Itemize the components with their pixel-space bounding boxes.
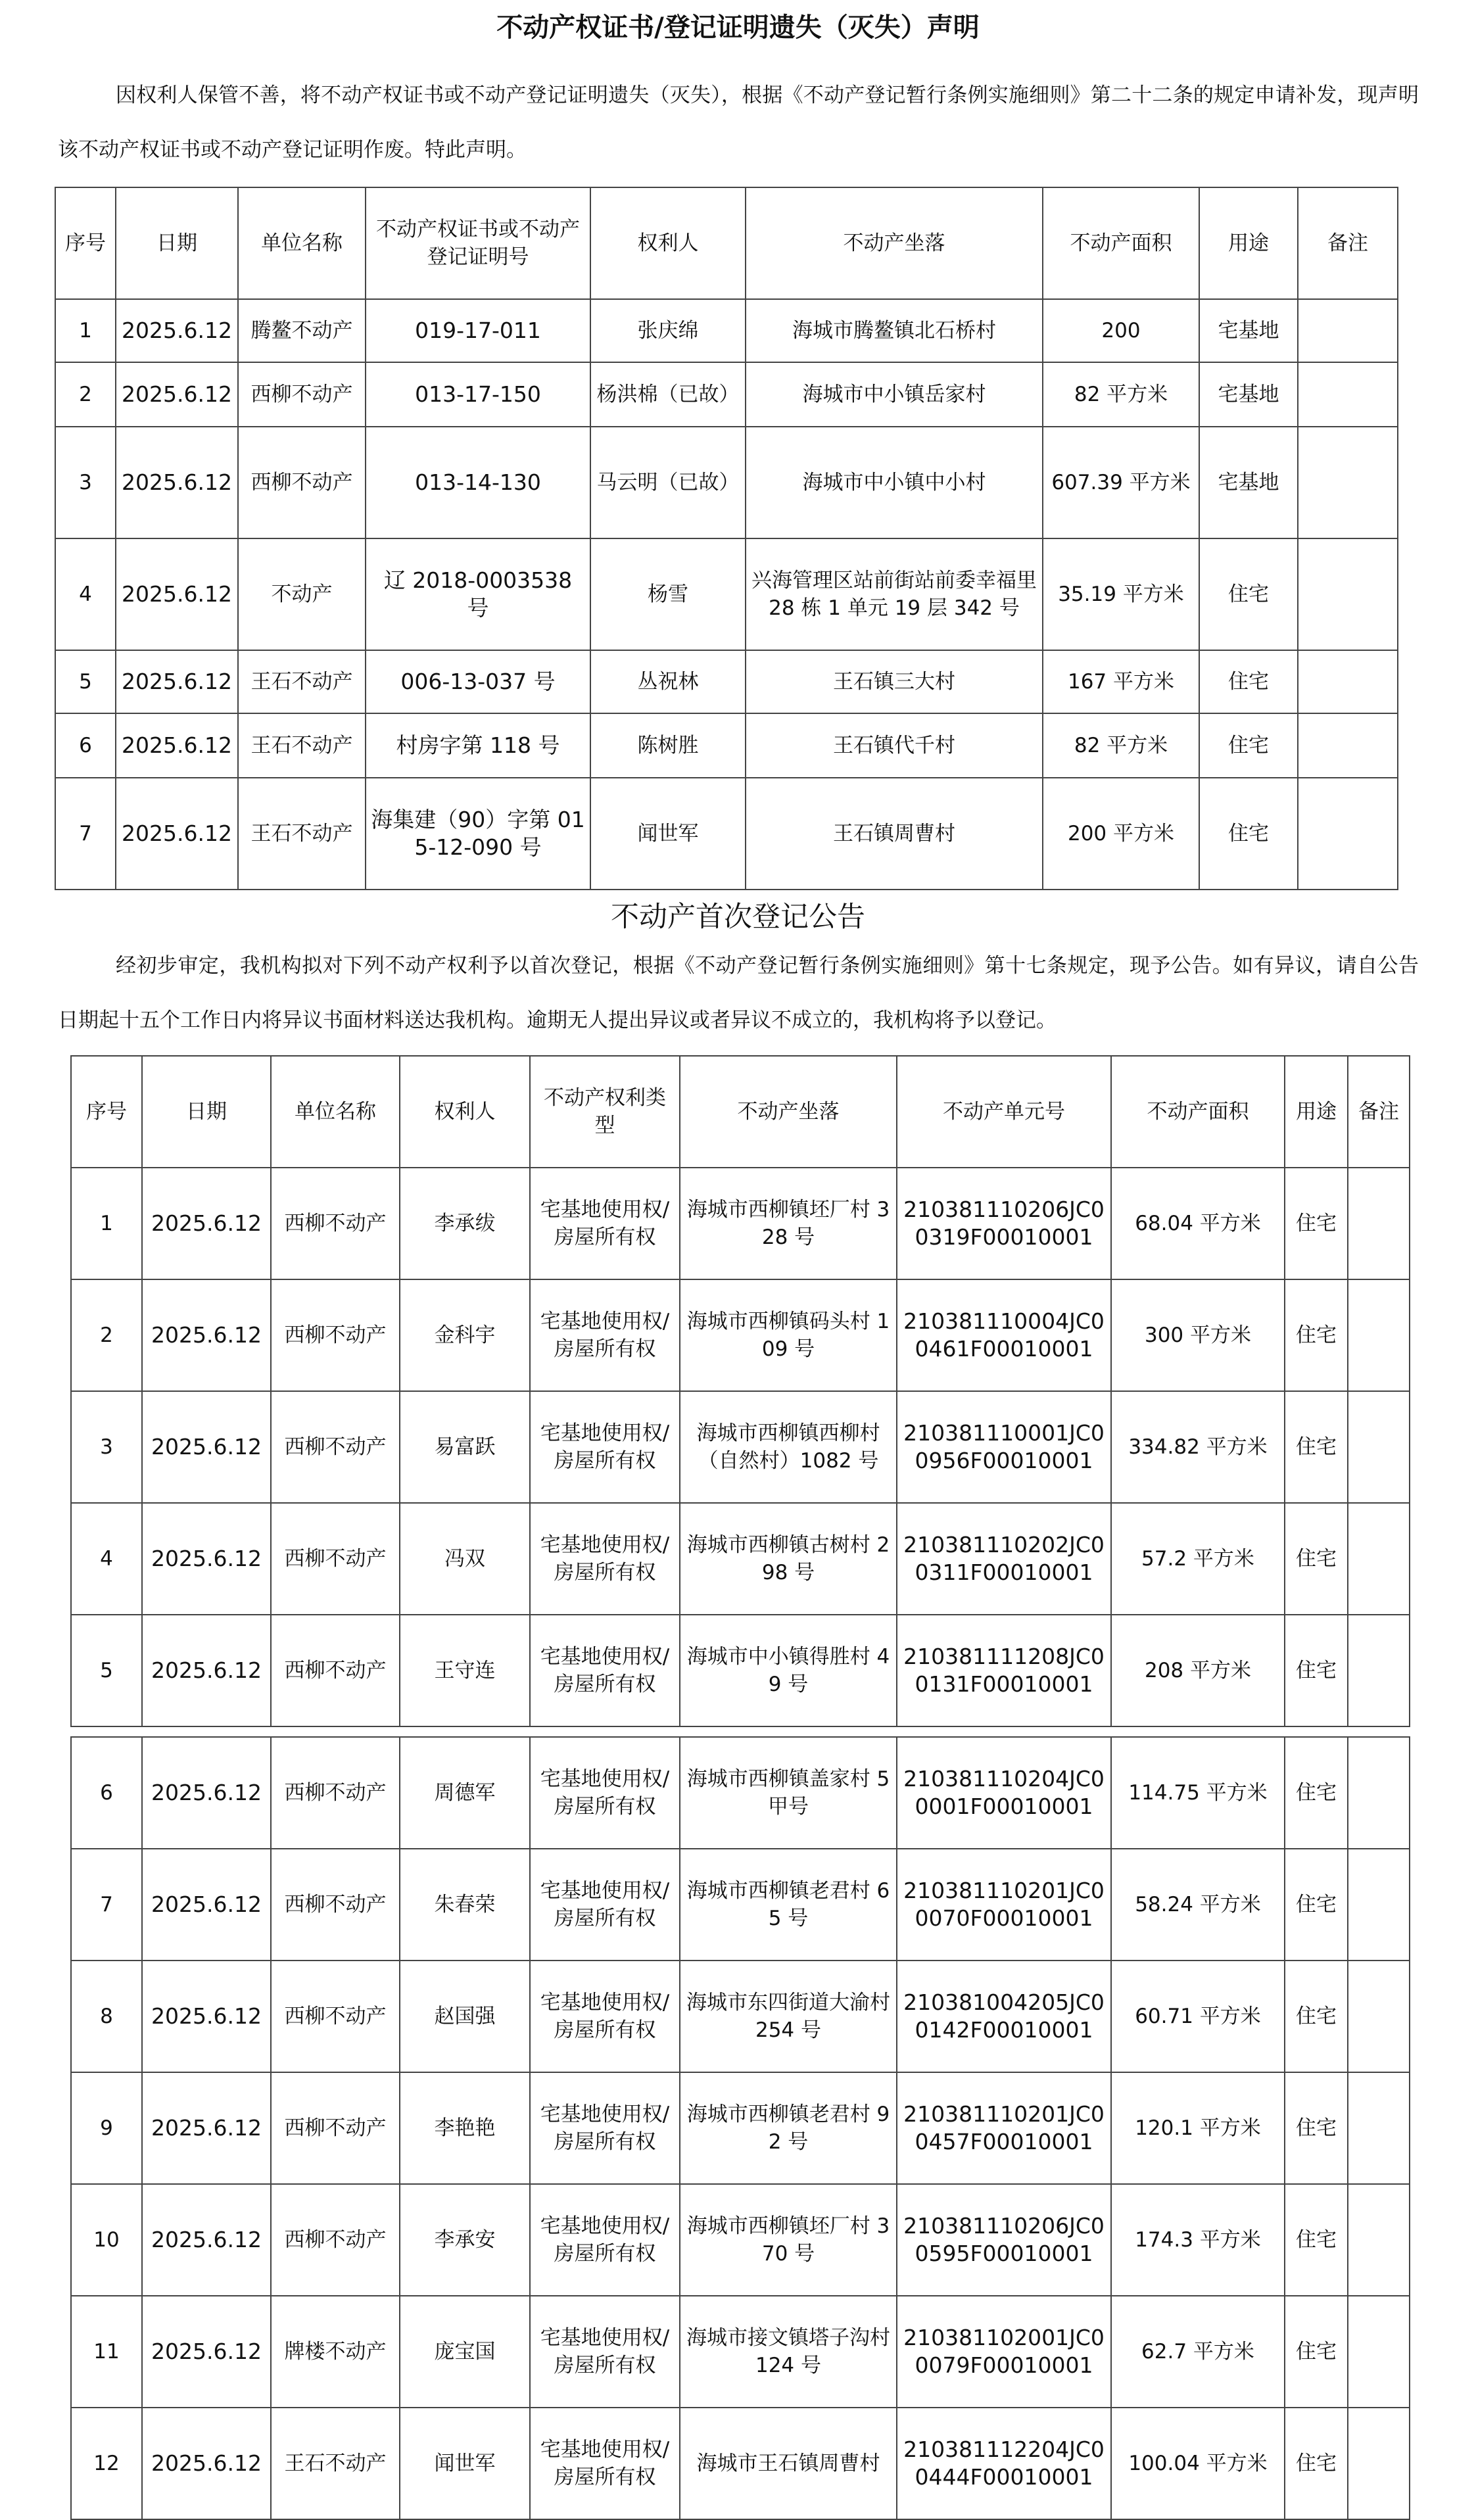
table-cell: 60.71 平方米	[1111, 1961, 1285, 2072]
table-cell: 陈树胜	[590, 713, 746, 778]
column-header: 不动产面积	[1111, 1056, 1285, 1168]
column-header: 备注	[1298, 187, 1398, 299]
table-cell: 200	[1043, 299, 1199, 362]
table-cell: 海城市西柳镇西柳村（自然村）1082 号	[680, 1391, 897, 1503]
table-row	[71, 2072, 1410, 2184]
table-cell: 200 平方米	[1043, 778, 1199, 890]
first-registration-table-a	[70, 1055, 1410, 1727]
table-cell: 金科宇	[400, 1279, 530, 1391]
table-cell	[1348, 2296, 1410, 2408]
column-header: 单位名称	[271, 1056, 400, 1168]
table-cell: 174.3 平方米	[1111, 2184, 1285, 2296]
table-cell: 住宅	[1285, 1503, 1348, 1615]
table-cell: 宅基地使用权/房屋所有权	[530, 1279, 680, 1391]
table-cell: 杨洪棉（已故）	[590, 362, 746, 427]
table-cell: 宅基地使用权/房屋所有权	[530, 1737, 680, 1849]
notice-paragraph: 因权利人保管不善，将不动产权证书或不动产登记证明遗失（灭失），根据《不动产登记暂行条例实施细则》第二十二条的规定申请补发，现声明该不动产权证书或不动产登记证明作废。特此声明。	[58, 83, 1419, 162]
column-header: 权利人	[400, 1056, 530, 1168]
table-cell: 西柳不动产	[238, 362, 366, 427]
table-cell: 庞宝国	[400, 2296, 530, 2408]
table-cell	[1348, 1391, 1410, 1503]
table-cell: 住宅	[1285, 2296, 1348, 2408]
table-cell: 2025.6.12	[142, 1849, 271, 1961]
table-row	[55, 650, 1398, 713]
announcement-title: 不动产首次登记公告	[611, 901, 865, 934]
column-header: 权利人	[590, 187, 746, 299]
table-cell: 210381112204JC00444F00010001	[897, 2408, 1111, 2519]
table-cell: 住宅	[1285, 1737, 1348, 1849]
table-cell: 2025.6.12	[142, 2184, 271, 2296]
table-cell: 宅基地使用权/房屋所有权	[530, 1615, 680, 1726]
table-cell	[1348, 1849, 1410, 1961]
table-cell: 2025.6.12	[116, 538, 238, 650]
table-cell: 西柳不动产	[271, 1961, 400, 2072]
table-cell: 6	[71, 1737, 142, 1849]
table-cell: 海城市中小镇得胜村 49 号	[680, 1615, 897, 1726]
column-header: 不动产单元号	[897, 1056, 1111, 1168]
table-cell	[1348, 1737, 1410, 1849]
table-cell: 宅基地使用权/房屋所有权	[530, 1391, 680, 1503]
table-cell: 35.19 平方米	[1043, 538, 1199, 650]
table-cell	[1348, 1961, 1410, 2072]
table-cell: 210381102001JC00079F00010001	[897, 2296, 1111, 2408]
table-cell: 5	[71, 1615, 142, 1726]
table-cell	[1348, 2408, 1410, 2519]
table-cell: 210381110202JC00311F00010001	[897, 1503, 1111, 1615]
table-cell: 住宅	[1285, 2184, 1348, 2296]
table-cell: 闻世军	[400, 2408, 530, 2519]
column-header: 用途	[1199, 187, 1298, 299]
table-cell: 8	[71, 1961, 142, 2072]
table-cell: 海城市腾鳌镇北石桥村	[746, 299, 1043, 362]
table-cell: 西柳不动产	[271, 1615, 400, 1726]
table-cell: 易富跃	[400, 1391, 530, 1503]
table-cell	[1298, 362, 1398, 427]
table-cell: 210381111208JC00131F00010001	[897, 1615, 1111, 1726]
table-cell: 120.1 平方米	[1111, 2072, 1285, 2184]
table-cell: 住宅	[1199, 713, 1298, 778]
table-cell: 208 平方米	[1111, 1615, 1285, 1726]
table-cell: 2025.6.12	[116, 299, 238, 362]
table-cell: 西柳不动产	[271, 2184, 400, 2296]
table-cell: 住宅	[1285, 1168, 1348, 1279]
table-cell: 82 平方米	[1043, 362, 1199, 427]
table-cell: 王石不动产	[238, 778, 366, 890]
table-cell: 11	[71, 2296, 142, 2408]
table-cell	[1298, 713, 1398, 778]
table-cell: 李艳艳	[400, 2072, 530, 2184]
table-cell: 013-17-150	[366, 362, 590, 427]
table-cell: 住宅	[1285, 1391, 1348, 1503]
table-cell: 62.7 平方米	[1111, 2296, 1285, 2408]
table-cell	[1298, 778, 1398, 890]
table-row	[71, 2184, 1410, 2296]
table-cell	[1298, 538, 1398, 650]
table-cell: 西柳不动产	[271, 1168, 400, 1279]
table-cell: 013-14-130	[366, 427, 590, 538]
table-cell: 210381110201JC00457F00010001	[897, 2072, 1111, 2184]
table-cell: 海城市东四街道大渝村 254 号	[680, 1961, 897, 2072]
table-cell: 腾鳌不动产	[238, 299, 366, 362]
first-registration-table-b	[70, 1736, 1410, 2520]
table-cell: 王石镇三大村	[746, 650, 1043, 713]
announcement-paragraph: 经初步审定，我机构拟对下列不动产权利予以首次登记，根据《不动产登记暂行条例实施细则》第十七条规定，现予公告。如有异议，请自公告日期起十五个工作日内将异议书面材料送达我机构。逾期无人提出异议或者异议不成立的，我机构将予以登记。	[58, 954, 1419, 1032]
table-cell: 210381110206JC00595F00010001	[897, 2184, 1111, 2296]
table-cell: 3	[71, 1391, 142, 1503]
table-row	[55, 299, 1398, 362]
table-cell: 10	[71, 2184, 142, 2296]
table-cell: 5	[55, 650, 116, 713]
table-cell: 7	[71, 1849, 142, 1961]
table-cell: 村房字第 118 号	[366, 713, 590, 778]
table-cell: 宅基地	[1199, 362, 1298, 427]
table-cell: 海城市西柳镇老君村 92 号	[680, 2072, 897, 2184]
table-cell: 2025.6.12	[142, 1615, 271, 1726]
table-cell: 2025.6.12	[142, 1737, 271, 1849]
table-cell: 宅基地	[1199, 299, 1298, 362]
table-cell: 杨雪	[590, 538, 746, 650]
table-cell: 住宅	[1285, 1615, 1348, 1726]
table-cell: 57.2 平方米	[1111, 1503, 1285, 1615]
table-row	[71, 1279, 1410, 1391]
table-cell: 住宅	[1285, 2072, 1348, 2184]
table-row	[55, 713, 1398, 778]
table-cell: 58.24 平方米	[1111, 1849, 1285, 1961]
table-cell: 2025.6.12	[142, 2296, 271, 2408]
table-cell	[1348, 1168, 1410, 1279]
table-cell: 68.04 平方米	[1111, 1168, 1285, 1279]
table-cell: 9	[71, 2072, 142, 2184]
column-header: 不动产面积	[1043, 187, 1199, 299]
table-cell: 西柳不动产	[271, 1849, 400, 1961]
table-row	[71, 1391, 1410, 1503]
table-row	[55, 362, 1398, 427]
table-cell: 海城市西柳镇老君村 65 号	[680, 1849, 897, 1961]
table-cell: 宅基地使用权/房屋所有权	[530, 2408, 680, 2519]
table-cell: 100.04 平方米	[1111, 2408, 1285, 2519]
table-cell: 2025.6.12	[142, 2072, 271, 2184]
table-cell: 王石镇代千村	[746, 713, 1043, 778]
table-cell: 167 平方米	[1043, 650, 1199, 713]
column-header: 日期	[142, 1056, 271, 1168]
table-cell: 周德军	[400, 1737, 530, 1849]
table-cell: 海城市中小镇中小村	[746, 427, 1043, 538]
table-cell: 海城市西柳镇古树村 298 号	[680, 1503, 897, 1615]
column-header: 备注	[1348, 1056, 1410, 1168]
table-cell: 朱春荣	[400, 1849, 530, 1961]
table-row	[71, 2296, 1410, 2408]
table-cell: 海城市王石镇周曹村	[680, 2408, 897, 2519]
table-cell: 12	[71, 2408, 142, 2519]
table-cell: 宅基地使用权/房屋所有权	[530, 1168, 680, 1279]
table-cell: 海城市西柳镇码头村 109 号	[680, 1279, 897, 1391]
table-cell: 2025.6.12	[116, 362, 238, 427]
table-cell	[1348, 2184, 1410, 2296]
table-cell: 1	[55, 299, 116, 362]
table-cell: 西柳不动产	[271, 1279, 400, 1391]
column-header: 不动产权证书或不动产登记证明号	[366, 187, 590, 299]
table-cell: 丛祝林	[590, 650, 746, 713]
table-row	[71, 1503, 1410, 1615]
lost-certificate-table	[55, 187, 1398, 890]
column-header: 不动产坐落	[680, 1056, 897, 1168]
table-cell: 3	[55, 427, 116, 538]
table-cell: 海城市西柳镇坯厂村 370 号	[680, 2184, 897, 2296]
table-cell: 210381110004JC00461F00010001	[897, 1279, 1111, 1391]
table-cell: 李承绂	[400, 1168, 530, 1279]
table-cell: 210381110201JC00070F00010001	[897, 1849, 1111, 1961]
table-cell: 李承安	[400, 2184, 530, 2296]
table-row	[55, 778, 1398, 890]
table-cell: 300 平方米	[1111, 1279, 1285, 1391]
table-cell: 住宅	[1285, 2408, 1348, 2519]
table-cell: 牌楼不动产	[271, 2296, 400, 2408]
table-cell	[1348, 2072, 1410, 2184]
table-row	[55, 538, 1398, 650]
table-cell: 019-17-011	[366, 299, 590, 362]
column-header: 日期	[116, 187, 238, 299]
table-row	[71, 1168, 1410, 1279]
table-cell: 王石镇周曹村	[746, 778, 1043, 890]
table-cell: 210381110204JC00001F00010001	[897, 1737, 1111, 1849]
table-cell: 张庆绵	[590, 299, 746, 362]
table-cell: 2025.6.12	[142, 1961, 271, 2072]
table-cell: 辽 2018-0003538 号	[366, 538, 590, 650]
table-cell: 2	[55, 362, 116, 427]
table-cell: 西柳不动产	[238, 427, 366, 538]
table-cell: 2025.6.12	[142, 1503, 271, 1615]
table-cell: 海集建（90）字第 015-12-090 号	[366, 778, 590, 890]
column-header: 不动产权利类型	[530, 1056, 680, 1168]
table-cell: 王守连	[400, 1615, 530, 1726]
table-cell: 闻世军	[590, 778, 746, 890]
table-cell: 210381110206JC00319F00010001	[897, 1168, 1111, 1279]
column-header: 用途	[1285, 1056, 1348, 1168]
table-cell: 宅基地使用权/房屋所有权	[530, 2072, 680, 2184]
table-cell: 2025.6.12	[142, 1279, 271, 1391]
table-cell	[1298, 299, 1398, 362]
table-cell: 334.82 平方米	[1111, 1391, 1285, 1503]
table-cell: 1	[71, 1168, 142, 1279]
table-cell: 西柳不动产	[271, 1503, 400, 1615]
table-cell: 不动产	[238, 538, 366, 650]
table-cell: 210381004205JC00142F00010001	[897, 1961, 1111, 2072]
table-cell: 住宅	[1285, 1849, 1348, 1961]
table-cell: 82 平方米	[1043, 713, 1199, 778]
table-cell: 海城市中小镇岳家村	[746, 362, 1043, 427]
table-cell: 2025.6.12	[116, 778, 238, 890]
table-cell: 兴海管理区站前街站前委幸福里 28 栋 1 单元 19 层 342 号	[746, 538, 1043, 650]
table-cell: 宅基地使用权/房屋所有权	[530, 1503, 680, 1615]
table-cell: 赵国强	[400, 1961, 530, 2072]
table-cell	[1348, 1503, 1410, 1615]
table-cell: 西柳不动产	[271, 2072, 400, 2184]
table-cell: 114.75 平方米	[1111, 1737, 1285, 1849]
table-cell: 2025.6.12	[142, 1168, 271, 1279]
table-cell: 宅基地使用权/房屋所有权	[530, 2296, 680, 2408]
table-cell: 宅基地	[1199, 427, 1298, 538]
table-row	[71, 1849, 1410, 1961]
table-cell: 607.39 平方米	[1043, 427, 1199, 538]
table-cell: 海城市西柳镇坯厂村 328 号	[680, 1168, 897, 1279]
table-cell: 西柳不动产	[271, 1737, 400, 1849]
table-header-row	[71, 1056, 1410, 1168]
column-header: 序号	[55, 187, 116, 299]
notice-title: 不动产权证书/登记证明遗失（灭失）声明	[496, 12, 980, 43]
table-row	[71, 2408, 1410, 2519]
table-cell	[1298, 650, 1398, 713]
table-cell: 210381110001JC00956F00010001	[897, 1391, 1111, 1503]
table-cell: 宅基地使用权/房屋所有权	[530, 2184, 680, 2296]
table-cell: 住宅	[1285, 1961, 1348, 2072]
table-cell: 2025.6.12	[116, 650, 238, 713]
column-header: 单位名称	[238, 187, 366, 299]
table-cell: 宅基地使用权/房屋所有权	[530, 1961, 680, 2072]
table-cell: 王石不动产	[238, 713, 366, 778]
table-header-row	[55, 187, 1398, 299]
table-cell: 西柳不动产	[271, 1391, 400, 1503]
table-cell: 王石不动产	[271, 2408, 400, 2519]
table-cell	[1348, 1279, 1410, 1391]
table-cell: 住宅	[1285, 1279, 1348, 1391]
table-cell: 冯双	[400, 1503, 530, 1615]
table-cell: 住宅	[1199, 778, 1298, 890]
table-row	[71, 1961, 1410, 2072]
table-cell: 7	[55, 778, 116, 890]
table-cell: 马云明（已故）	[590, 427, 746, 538]
table-cell	[1348, 1615, 1410, 1726]
table-cell: 王石不动产	[238, 650, 366, 713]
table-cell: 6	[55, 713, 116, 778]
table-cell: 住宅	[1199, 538, 1298, 650]
table-cell: 住宅	[1199, 650, 1298, 713]
table-cell: 2	[71, 1279, 142, 1391]
table-cell: 海城市西柳镇盖家村 5 甲号	[680, 1737, 897, 1849]
table-cell: 海城市接文镇塔子沟村 124 号	[680, 2296, 897, 2408]
table-cell: 4	[71, 1503, 142, 1615]
table-cell: 4	[55, 538, 116, 650]
table-cell: 宅基地使用权/房屋所有权	[530, 1849, 680, 1961]
table-row	[71, 1615, 1410, 1726]
table-cell: 006-13-037 号	[366, 650, 590, 713]
column-header: 不动产坐落	[746, 187, 1043, 299]
table-cell: 2025.6.12	[116, 427, 238, 538]
table-cell: 2025.6.12	[142, 1391, 271, 1503]
table-row	[71, 1737, 1410, 1849]
table-cell	[1298, 427, 1398, 538]
column-header: 序号	[71, 1056, 142, 1168]
table-cell: 2025.6.12	[142, 2408, 271, 2519]
table-row	[55, 427, 1398, 538]
table-cell: 2025.6.12	[116, 713, 238, 778]
